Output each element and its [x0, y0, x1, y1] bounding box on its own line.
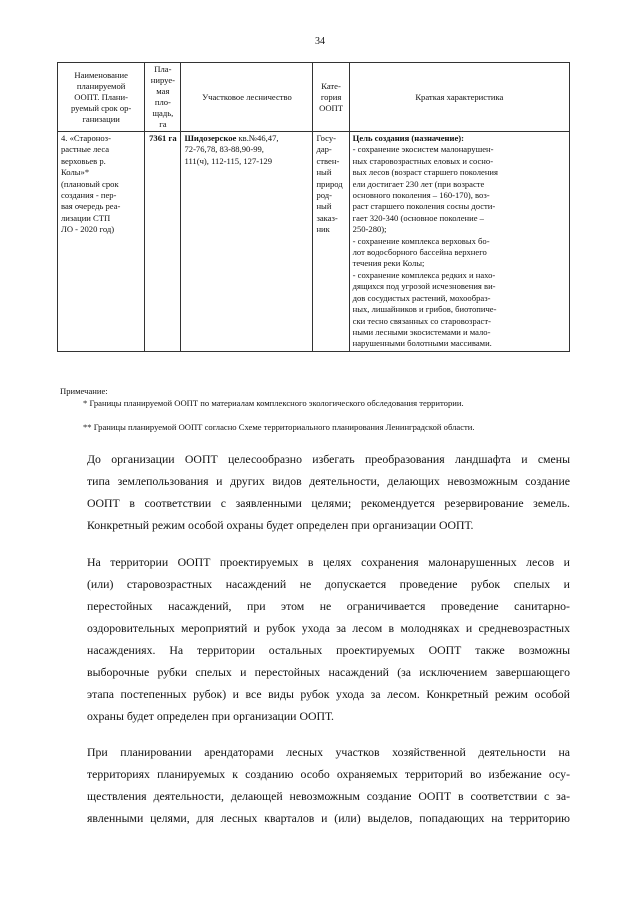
notes-title: Примечание:	[60, 386, 108, 396]
header-district: Участковое лесничество	[181, 63, 313, 132]
table-row	[58, 132, 570, 352]
paragraph-logging-rules: На территории ООПТ проектируемых в целях сохранения малонарушенных лесов и (или) старовозрастных насаждений не допускается проведение рубок спелых и перестойных насаждений, при этом не ограничивается проведение санитарно- оздоровительных мероприятий и рубок ухода за лесом в молодняках и средневозрастных насаждениях. На территории остальных проектируемых ООПТ также возможны выборочные рубки спелых и перестойных насаждений (за исключением завершающего этапа постепенных рубок) и все виды рубок ухода за лесом. Конкретный режим особой охраны будет определен при организации ООПТ.	[87, 555, 570, 723]
header-description: Краткая характеристика	[349, 63, 569, 132]
paragraph-leaseholders: При планировании арендаторами лесных участков хозяйственной деятельности на территориях планируемых к созданию особо охраняемых территорий во избежание осу- ществления деятельности, делающей невозможным создание ООПТ в соответствии с за- явленными целями, для лесных кварталов и (или) выделов, попадающих на территорию	[87, 745, 570, 825]
protected-areas-table	[57, 62, 570, 352]
header-area: Пла- нируе- мая пло- щадь, га	[145, 63, 181, 132]
paragraph-reservation: До организации ООПТ целесообразно избегать преобразования ландшафта и смены типа землепользования и других видов деятельности, делающих невозможным создание ООПТ в соответствии с заявленными целями; рекомендуется резервирование земель. Конкретный режим особой охраны будет определен при организации ООПТ.	[87, 452, 570, 532]
cell-area: 7361 га	[145, 132, 181, 352]
table-header-row	[58, 63, 570, 132]
cell-district: Шидозерское кв.№46,47, 72-76,78, 83-88,90-99, 111(ч), 112-115, 127-129	[181, 132, 313, 352]
cell-description: Цель создания (назначение): - сохранение экосистем малонарушен- ных старовозрастных еловых и сосно- вых лесов (возраст старшего поколения ели достигает 230 лет (при возрасте основного поколения – 160-170), воз- раст старшего поколения сосны дости- гает 320-340 (основное поколение – 250-280); - сохранение комплекса верховых бо- лот водосборного бассейна верхнего течения реки Колы; - сохранение комплекса редких и нахо- дящихся под угрозой исчезновения ви- дов сосудистых растений, мохообраз- ных, лишайников и грибов, биотопиче- ски тесно связанных со старовозраст- ными лесными экосистемами и мало- нарушенными болотными массивами.	[349, 132, 569, 352]
note-2: ** Границы планируемой ООПТ согласно Схеме территориального планирования Ленинградской области.	[83, 422, 475, 432]
header-name: Наименование планируемой ООПТ. Плани- руемый срок ор- ганизации	[58, 63, 145, 132]
page-number: 34	[315, 36, 325, 47]
header-category: Кате- гория ООПТ	[313, 63, 349, 132]
cell-category: Госу- дар- ствен- ный природ род- ный заказ- ник	[313, 132, 349, 352]
note-1: * Границы планируемой ООПТ по материалам комплексного экологического обследования территории.	[83, 398, 464, 408]
cell-name: 4. «Староноз- растные леса верховьев р. Колы»* (плановый срок создания - пер- вая очередь реа- лизации СТП ЛО - 2020 год)	[58, 132, 145, 352]
